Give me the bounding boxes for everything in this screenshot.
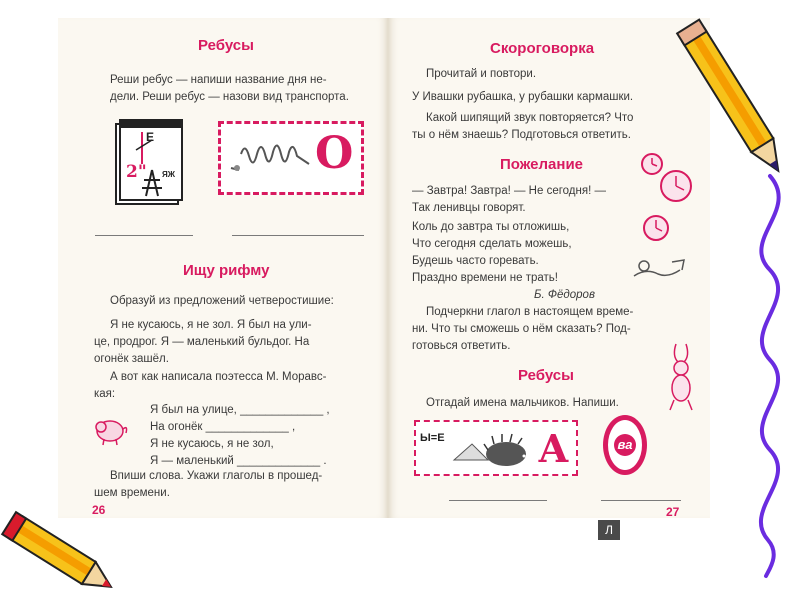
rebus-title: Ребусы bbox=[198, 37, 254, 54]
wish-poem-line-2: Так ленивцы говорят. bbox=[412, 202, 526, 214]
wish-poem-line-5: Будешь часто горевать. bbox=[412, 255, 539, 267]
poem-line-4: Я — маленький _____________ . bbox=[150, 455, 327, 467]
wish-author: Б. Фёдоров bbox=[534, 289, 595, 301]
tongue-twister-title: Скороговорка bbox=[490, 40, 595, 57]
poem-line-2: На огонёк _____________ , bbox=[150, 421, 296, 433]
spring-rebus-frame bbox=[218, 121, 364, 195]
rebus-text-line-1: Реши ребус — напиши название дня не- bbox=[110, 74, 327, 86]
pencil-top-icon bbox=[668, 0, 788, 192]
answer-line-2 bbox=[232, 235, 364, 236]
page-number-left: 26 bbox=[92, 503, 106, 517]
letter-o-rebus bbox=[603, 415, 647, 475]
lazy-figure-icon bbox=[632, 252, 688, 282]
poem-line-3: Я не кусаюсь, я не зол, bbox=[150, 438, 274, 450]
pig-icon bbox=[92, 413, 130, 447]
poetess-intro-line-2: кая: bbox=[94, 388, 116, 400]
rebus2-letter-a: А bbox=[538, 426, 569, 471]
tongue-twister-text: У Ивашки рубашка, у рубашки кармашки. bbox=[412, 91, 634, 103]
pencil-bottom-icon bbox=[0, 510, 120, 600]
rhyme-instruction: Образуй из предложений четверостишие: bbox=[110, 295, 334, 307]
verb-task-line-1: Подчеркни глагол в настоящем време- bbox=[426, 306, 634, 318]
rhyme-title: Ищу рифму bbox=[183, 262, 270, 279]
poetess-intro-line-1: А вот как написала поэтесса М. Моравс- bbox=[110, 371, 327, 383]
wish-title: Пожелание bbox=[500, 156, 584, 173]
calendar-number: 2" bbox=[126, 162, 147, 182]
tongue-twister-intro: Прочитай и повтори. bbox=[426, 68, 537, 80]
rhyme-prose-line-3: огонёк зашёл. bbox=[94, 353, 169, 365]
wish-poem-line-4: Что сегодня сделать можешь, bbox=[412, 238, 572, 250]
calendar-letter: Е bbox=[146, 130, 155, 144]
wish-poem-line-6: Праздно времени не трать! bbox=[412, 272, 558, 284]
verb-task-line-2: ни. Что ты сможешь о нём сказать? Под- bbox=[412, 323, 631, 335]
spring-icon bbox=[225, 134, 315, 180]
hedgehog-icon bbox=[448, 430, 530, 470]
page-number-right: 27 bbox=[666, 505, 680, 519]
calendar-rebus-picture bbox=[112, 118, 186, 210]
rabbit-icon bbox=[660, 340, 704, 414]
rebus-letter-o: О bbox=[315, 128, 354, 179]
purple-squiggle-decoration bbox=[740, 170, 800, 580]
rebus2-title: Ребусы bbox=[518, 367, 574, 384]
task-text-line-2: шем времени. bbox=[94, 487, 170, 499]
poem-line-1: Я был на улице, _____________ , bbox=[150, 404, 330, 416]
wish-poem-line-1: — Завтра! Завтра! — Не сегодня! — bbox=[412, 185, 606, 197]
question-line-2: ты о нём знаешь? Подготовься ответить. bbox=[412, 129, 631, 141]
task-text-line-1: Впиши слова. Укажи глаголы в прошед- bbox=[110, 470, 323, 482]
answer-line-4 bbox=[601, 500, 681, 501]
slide-number-badge: Л bbox=[598, 520, 620, 540]
rebus2-text: Отгадай имена мальчиков. Напиши. bbox=[426, 397, 619, 409]
rebus2-circle-text: ва bbox=[614, 434, 636, 456]
answer-line-1 bbox=[95, 235, 193, 236]
verb-task-line-3: готовься ответить. bbox=[412, 340, 511, 352]
question-line-1: Какой шипящий звук повторяется? Что bbox=[426, 112, 634, 124]
hedgehog-rebus-frame bbox=[414, 420, 578, 476]
rhyme-prose-line-1: Я не кусаюсь, я не зол. Я был на ули- bbox=[110, 319, 312, 331]
calendar-small-letters: ЯЖ bbox=[162, 170, 175, 179]
answer-line-3 bbox=[449, 500, 547, 501]
rebus-text-line-2: дели. Реши ребус — назови вид транспорта. bbox=[110, 91, 349, 103]
rebus-equation: Ы=Е bbox=[420, 432, 445, 444]
wish-poem-line-3: Коль до завтра ты отложишь, bbox=[412, 221, 570, 233]
rhyme-prose-line-2: це, продрог. Я — маленький бульдог. На bbox=[94, 336, 310, 348]
